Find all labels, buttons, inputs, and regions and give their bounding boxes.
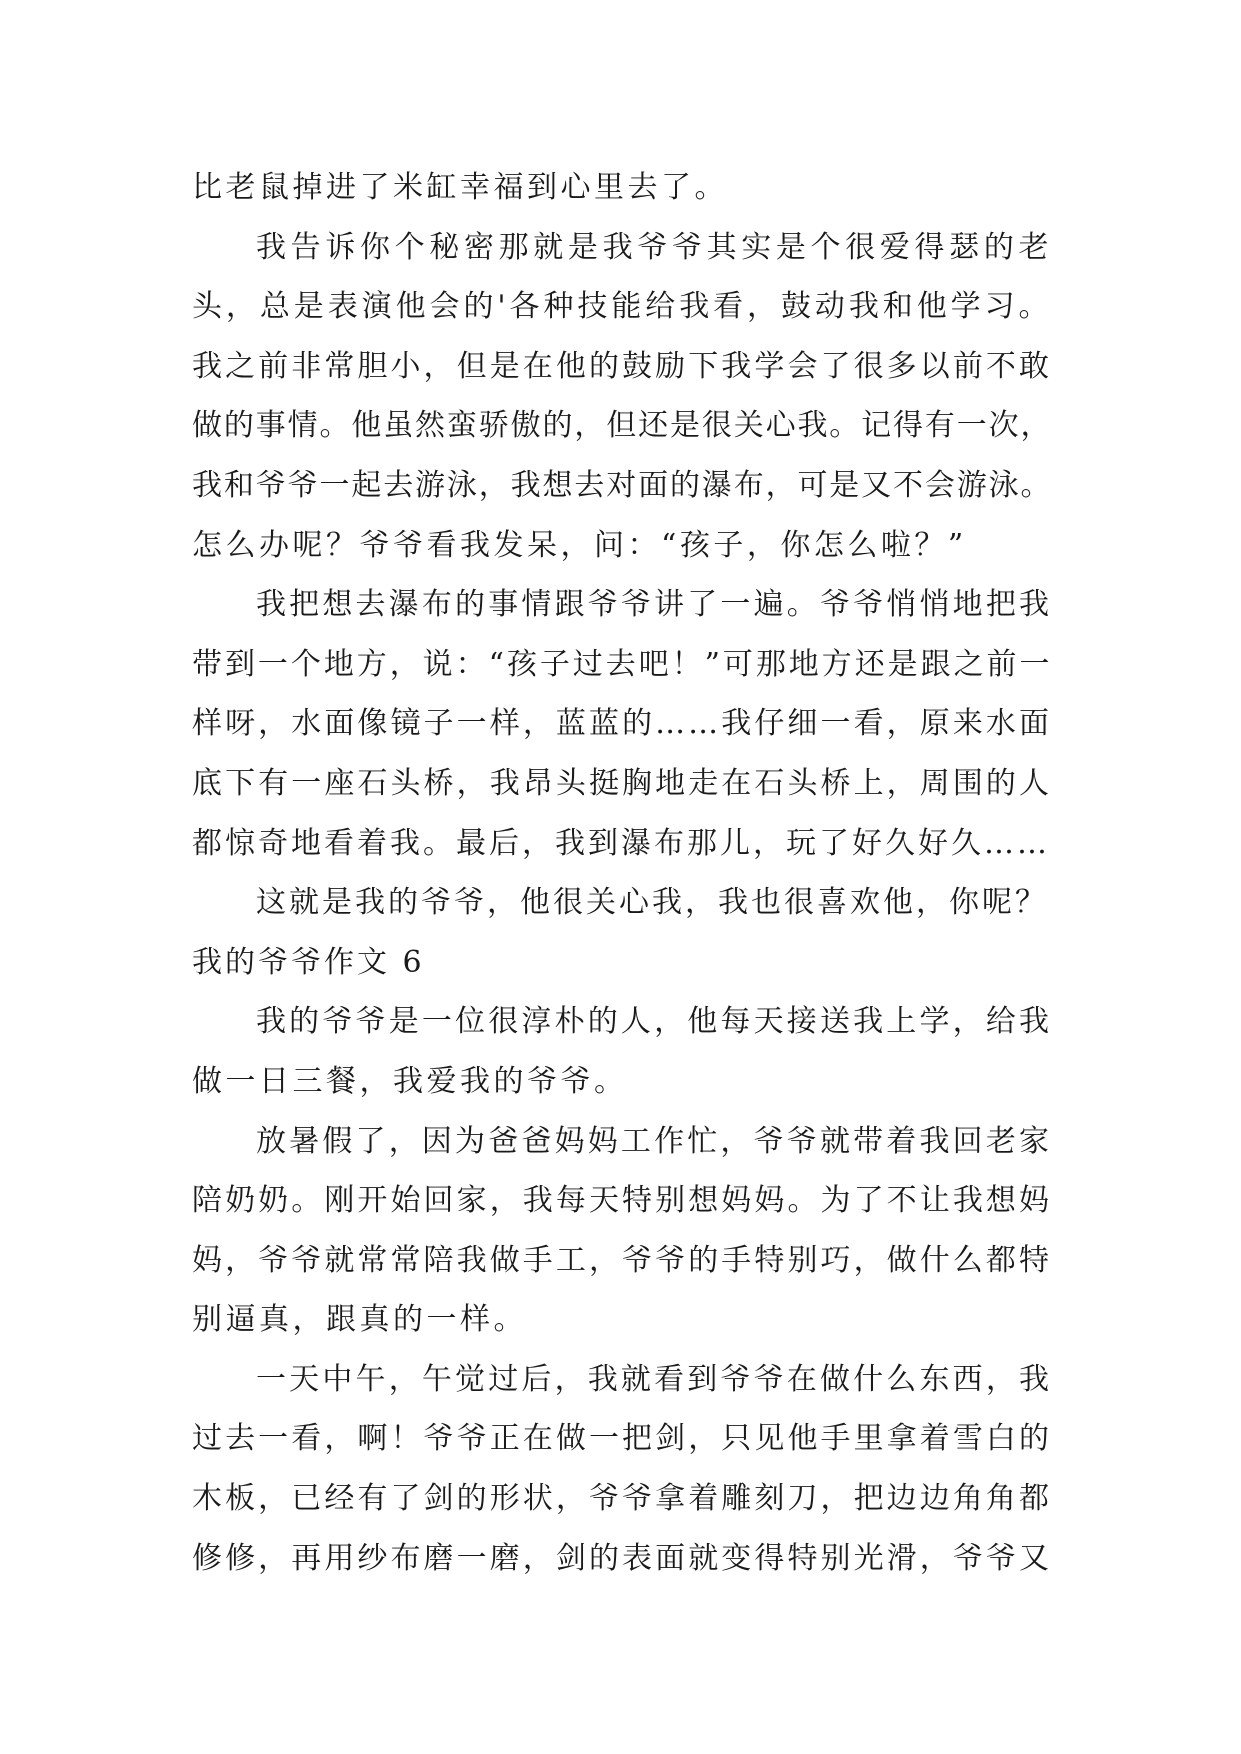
- text-line: 修修，再用纱布磨一磨，剑的表面就变得特别光滑，爷爷又: [192, 1540, 1052, 1576]
- paragraph-first-line: 这就是我的爷爷，他很关心我，我也很喜欢他，你呢？: [256, 885, 1048, 921]
- section-heading: 我的爷爷作文 6: [192, 944, 425, 980]
- text-line: 妈，爷爷就常常陪我做手工，爷爷的手特别巧，做什么都特: [192, 1242, 1052, 1278]
- paragraph-first-line: 放暑假了，因为爸爸妈妈工作忙，爷爷就带着我回老家: [256, 1123, 1052, 1159]
- text-line: 我之前非常胆小，但是在他的鼓励下我学会了很多以前不敢: [192, 348, 1052, 384]
- text-line: 我和爷爷一起去游泳，我想去对面的瀑布，可是又不会游泳。: [192, 467, 1052, 503]
- paragraph-first-line: 我把想去瀑布的事情跟爷爷讲了一遍。爷爷悄悄地把我: [256, 587, 1052, 623]
- text-line: 样呀，水面像镜子一样，蓝蓝的……我仔细一看，原来水面: [192, 706, 1052, 742]
- text-line: 比老鼠掉进了米缸幸福到心里去了。: [192, 170, 728, 205]
- paragraph-first-line: 一天中午，午觉过后，我就看到爷爷在做什么东西，我: [256, 1361, 1052, 1397]
- text-line: 别逼真，跟真的一样。: [192, 1302, 527, 1338]
- text-line: 做的事情。他虽然蛮骄傲的，但还是很关心我。记得有一次，: [192, 408, 1052, 444]
- text-line: 木板，已经有了剑的形状，爷爷拿着雕刻刀，把边边角角都: [192, 1481, 1052, 1517]
- text-line: 过去一看，啊！爷爷正在做一把剑，只见他手里拿着雪白的: [192, 1421, 1052, 1457]
- paragraph-first-line: 我的爷爷是一位很淳朴的人，他每天接送我上学，给我: [256, 1004, 1052, 1040]
- text-line: 陪奶奶。刚开始回家，我每天特别想妈妈。为了不让我想妈: [192, 1183, 1052, 1219]
- paragraph-first-line: 我告诉你个秘密那就是我爷爷其实是个很爱得瑟的老: [256, 229, 1052, 265]
- text-line: 带到一个地方，说：“孩子过去吧！”可那地方还是跟之前一: [192, 646, 1052, 682]
- text-line: 怎么办呢？爷爷看我发呆，问：“孩子，你怎么啦？”: [192, 527, 967, 563]
- text-line: 做一日三餐，我爱我的爷爷。: [192, 1063, 628, 1099]
- text-line: 头，总是表演他会的'各种技能给我看，鼓动我和他学习。: [192, 289, 1052, 325]
- text-line: 都惊奇地看着我。最后，我到瀑布那儿，玩了好久好久……: [192, 825, 1050, 861]
- document-page: [192, 158, 1052, 1588]
- text-line: 底下有一座石头桥，我昂头挺胸地走在石头桥上，周围的人: [192, 765, 1052, 801]
